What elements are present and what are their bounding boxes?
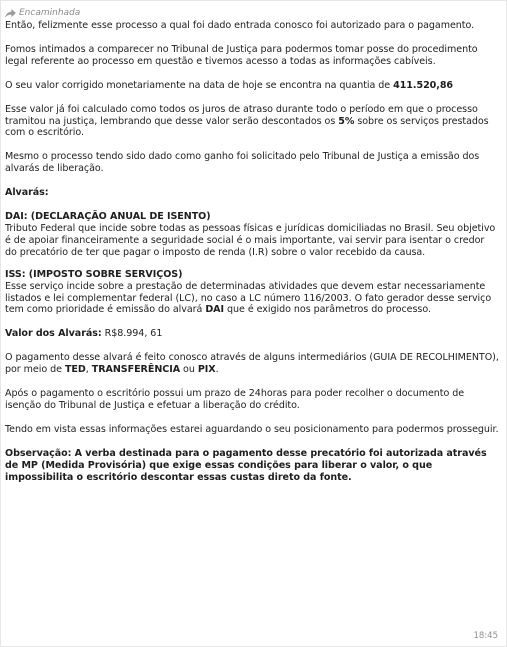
corrected-value-amount: 411.520,86 <box>393 79 454 91</box>
message-timestamp: 18:45 <box>473 631 498 641</box>
paragraph-authorized: Então, felizmente esse processo a qual foi dado entrada conosco foi autorizado para o pagamento. <box>5 20 475 31</box>
payment-ted: TED <box>64 364 86 376</box>
iss-heading: ISS: (IMPOSTO SOBRE SERVIÇOS) <box>5 268 183 280</box>
paragraph-release: Mesmo o processo tendo sido dado como ganho foi solicitado pelo Tribunal de Justiça a emissão dos alvarás de liberação. <box>5 151 480 175</box>
iss-text: Esse serviço incide sobre a prestação de determinadas atividades que devem estar necessariamente listados e lei complementar federal (LC), no caso a LC número 116/2003. O fato gerador desse serviço tem como prioridade é emissão do alvará <box>5 280 492 316</box>
interest-text: Esse valor já foi calculado como todos os juros de atraso durante todo o período em que o processo tramitou na justiça, lembrando que desse valor serão descontados os <box>5 103 478 127</box>
payment-transfer: TRANSFERÊNCIA <box>91 364 181 376</box>
paragraph-payment <box>5 352 499 376</box>
forward-arrow-icon <box>5 9 16 18</box>
iss-text-end: que é exigido nos parâmetros do processo. <box>224 304 431 316</box>
iss-description <box>5 281 499 317</box>
interest-text-end: sobre os serviços prestados com o escritório. <box>5 115 489 139</box>
payment-text: O pagamento desse alvará é feito conosco através de alguns intermediários (GUIA DE RECOLHIMENTO), por meio de <box>5 352 499 376</box>
paragraph-interest <box>5 104 499 140</box>
discount-percent: 5% <box>338 115 355 127</box>
payment-or: ou <box>180 364 198 376</box>
alvaras-value-amount: R$8.994, 61 <box>101 328 163 340</box>
alvaras-value-label: Valor dos Alvarás: <box>5 328 102 340</box>
paragraph-awaiting: Tendo em vista essas informações estarei aguardando o seu posicionamento para podermos prosseguir. <box>5 423 499 435</box>
iss-dai-term: DAI <box>205 304 225 316</box>
paragraph-summoned: Fomos intimados a comparecer no Tribunal de Justiça para podermos tomar posse do procedimento legal referente ao processo em questão e tivemos acesso a todas as informações cabíveis. <box>5 43 478 67</box>
dai-description: Tributo Federal que incide sobre todas as pessoas físicas e jurídicas domiciliadas no Brasil. Seu objetivo é de apoiar financeiramente a seguridade social é o mais importante, vai servir para isentar o credor do precatório de ter que pagar o imposto de renda (I.R) sobre o valor recebido da causa. <box>5 222 496 258</box>
paragraph-after-payment: Após o pagamento o escritório possui um prazo de 24horas para poder recolher o documento de isenção do Tribunal de Justiça e efetuar a liberação do crédito. <box>5 388 465 411</box>
payment-end: . <box>215 364 219 376</box>
alvaras-value <box>5 328 499 340</box>
forwarded-indicator <box>5 6 499 20</box>
payment-pix: PIX <box>197 364 216 376</box>
observation: Observação: A verba destinada para o pagamento desse precatório foi autorizada através de MP (Medida Provisória) que exige essas condições para liberar o valor, o que impossibilita o escritório descontar essas custas direto da fonte. <box>5 447 487 483</box>
corrected-value-text: O seu valor corrigido monetariamente na data de hoje se encontra na quantia de <box>5 79 394 91</box>
message-text <box>5 20 499 483</box>
forwarded-label: Encaminhada <box>19 8 81 18</box>
alvaras-heading: Alvarás: <box>5 187 49 199</box>
dai-heading: DAI: (DECLARAÇÃO ANUAL DE ISENTO) <box>5 211 211 223</box>
payment-sep: , <box>85 364 92 376</box>
paragraph-corrected-value <box>5 80 499 92</box>
